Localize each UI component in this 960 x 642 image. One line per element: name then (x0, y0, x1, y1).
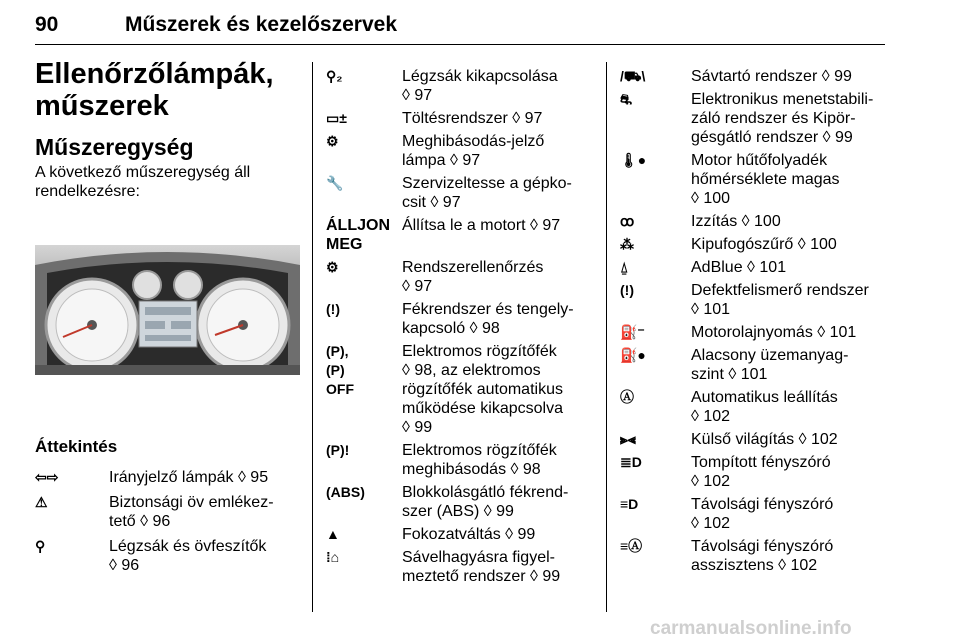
list-item (620, 281, 885, 319)
list-item-text: Elektromos rögzítőfék meghibásodás ◊ 98 (402, 442, 557, 478)
list-item (620, 453, 885, 491)
list-item-text: Távolsági fényszóró ◊ 102 (691, 496, 834, 532)
list-item-text: Fokozatváltás ◊ 99 (402, 526, 536, 543)
list-item-text: Rendszerellenőrzés ◊ 97 (402, 259, 544, 295)
list-item (620, 67, 885, 86)
battery-icon: ▭± (326, 110, 347, 126)
list-item-text: Sávelhagyásra figyel- meztető rendszer ◊ 99 (402, 549, 561, 585)
list-item-text: Elektronikus menetstabili- záló rendszer és Kipör- gésgátló rendszer ◊ 99 (691, 91, 874, 146)
list-item (326, 216, 588, 254)
turn-signal-icon: ⇦⇨ (35, 469, 59, 485)
high-beam-icon: ≡D (620, 496, 639, 512)
seatbelt-reminder-icon: ⚠ (35, 494, 48, 510)
main-title: Ellenőrzőlámpák, műszerek (35, 58, 274, 122)
list-item (326, 300, 588, 338)
list-item-text: Szervizeltesse a gépko- csit ◊ 97 (402, 175, 572, 211)
list-item-text: Kipufogószűrő ◊ 100 (691, 236, 837, 253)
list-item-text: Légzsák és övfeszítők ◊ 96 (109, 538, 267, 574)
tire-pressure-icon: (!) (620, 282, 634, 298)
esc-icon: ⛐ (620, 91, 633, 107)
wrench-icon: 🔧 (326, 175, 344, 191)
instrument-cluster-illustration (35, 245, 300, 375)
list-item-text: Töltésrendszer ◊ 97 (402, 110, 543, 127)
list-item (326, 483, 588, 521)
list-item-text: Automatikus leállítás ◊ 102 (691, 389, 838, 425)
overview-list-col3 (620, 67, 885, 575)
list-item (620, 90, 885, 147)
list-item (620, 346, 885, 384)
list-item (620, 388, 885, 426)
list-item (326, 109, 588, 128)
overview-list-col1 (35, 468, 300, 575)
list-item (620, 258, 885, 277)
list-item-text: AdBlue ◊ 101 (691, 259, 787, 276)
column-2 (326, 67, 588, 590)
auto-stop-icon: Ⓐ (620, 389, 634, 405)
list-item (326, 441, 588, 479)
list-item-text: Távolsági fényszóró asszisztens ◊ 102 (691, 538, 834, 574)
list-item-text: Irányjelző lámpák ◊ 95 (109, 469, 269, 486)
low-fuel-icon: ⛽● (620, 347, 646, 363)
parking-brake-fault-icon: (P)! (326, 442, 350, 458)
lane-departure-icon: ⁞⌂ (326, 549, 340, 565)
page-header (35, 0, 885, 46)
list-item-text: Fékrendszer és tengely- kapcsoló ◊ 98 (402, 301, 574, 337)
list-item-text: Meghibásodás-jelző lámpa ◊ 97 (402, 133, 545, 169)
watermark: carmanualsonline.info (650, 618, 852, 639)
list-item (620, 235, 885, 254)
list-item (35, 468, 300, 487)
lane-keep-icon: /⛟\ (620, 68, 646, 84)
oil-pressure-icon: ⛽⁻ (620, 324, 645, 340)
list-item (326, 525, 588, 544)
list-item (620, 323, 885, 342)
system-check-icon: ⚙ (326, 259, 339, 275)
electric-parking-brake-icon: (P), (P) OFF (326, 343, 354, 397)
column-3 (620, 67, 885, 579)
exterior-light-icon: ⫸⫷ (620, 431, 636, 447)
column-divider-1 (312, 62, 313, 612)
list-item (620, 430, 885, 449)
list-item (326, 67, 588, 105)
list-item-text: Biztonsági öv emlékez- tető ◊ 96 (109, 494, 274, 530)
high-beam-assist-icon: ≡Ⓐ (620, 538, 643, 554)
list-item-text: Sávtartó rendszer ◊ 99 (691, 68, 852, 85)
page-number: 90 (35, 13, 59, 36)
list-item-text: Légzsák kikapcsolása ◊ 97 (402, 68, 558, 104)
list-item (35, 493, 300, 531)
header-divider (35, 44, 885, 45)
list-item (326, 342, 588, 437)
section-title: Műszeregység (35, 134, 194, 160)
list-item-text: Motor hűtőfolyadék hőmérséklete magas ◊ 100 (691, 152, 840, 207)
exhaust-filter-icon: ⁂ (620, 236, 634, 252)
column-divider-2 (606, 62, 607, 612)
list-item (35, 537, 300, 575)
list-item (326, 132, 588, 170)
overview-heading: Áttekintés (35, 437, 118, 456)
list-item (620, 537, 885, 575)
list-item (326, 174, 588, 212)
list-item-text: Izzítás ◊ 100 (691, 213, 781, 230)
low-beam-icon: ≣D (620, 454, 642, 470)
engine-malfunction-icon: ⚙ (326, 133, 339, 149)
brake-system-icon: (!) (326, 301, 340, 317)
list-item-text: Motorolajnyomás ◊ 101 (691, 324, 857, 341)
list-item-text: Blokkolásgátló fékrend- szer (ABS) ◊ 99 (402, 484, 569, 520)
abs-icon: (ABS) (326, 484, 365, 500)
list-item-text: Állítsa le a motort ◊ 97 (402, 217, 561, 234)
upshift-icon: ▲ (326, 526, 340, 542)
list-item-text: Elektromos rögzítőfék ◊ 98, az elektromos rögzítőfék automatikus működése kikapcsolva ◊ 99 (402, 343, 563, 436)
list-item (620, 212, 885, 231)
list-item-text: Tompított fényszóró ◊ 102 (691, 454, 831, 490)
airbag-off-icon: ⚲₂ (326, 68, 343, 84)
list-item (326, 258, 588, 296)
list-item (620, 495, 885, 533)
stop-text: ÁLLJON MEG (326, 217, 390, 253)
list-item-text: Alacsony üzemanyag- szint ◊ 101 (691, 347, 849, 383)
list-item-text: Defektfelismerő rendszer ◊ 101 (691, 282, 869, 318)
list-item (326, 548, 588, 586)
airbag-icon: ⚲ (35, 538, 46, 554)
list-item-text: Külső világítás ◊ 102 (691, 431, 838, 448)
overview-list-col2 (326, 67, 588, 586)
chapter-title: Műszerek és kezelőszervek (125, 13, 398, 36)
preheat-icon: ꝏ (620, 213, 635, 229)
coolant-temp-icon: 🌡● (620, 152, 647, 168)
column-1 (35, 58, 300, 581)
adblue-icon: ⍙ (620, 259, 629, 275)
list-item (620, 151, 885, 208)
intro-text: A következő műszeregység áll rendelkezésre: (35, 164, 251, 200)
instrument-cluster-photo (35, 245, 300, 375)
